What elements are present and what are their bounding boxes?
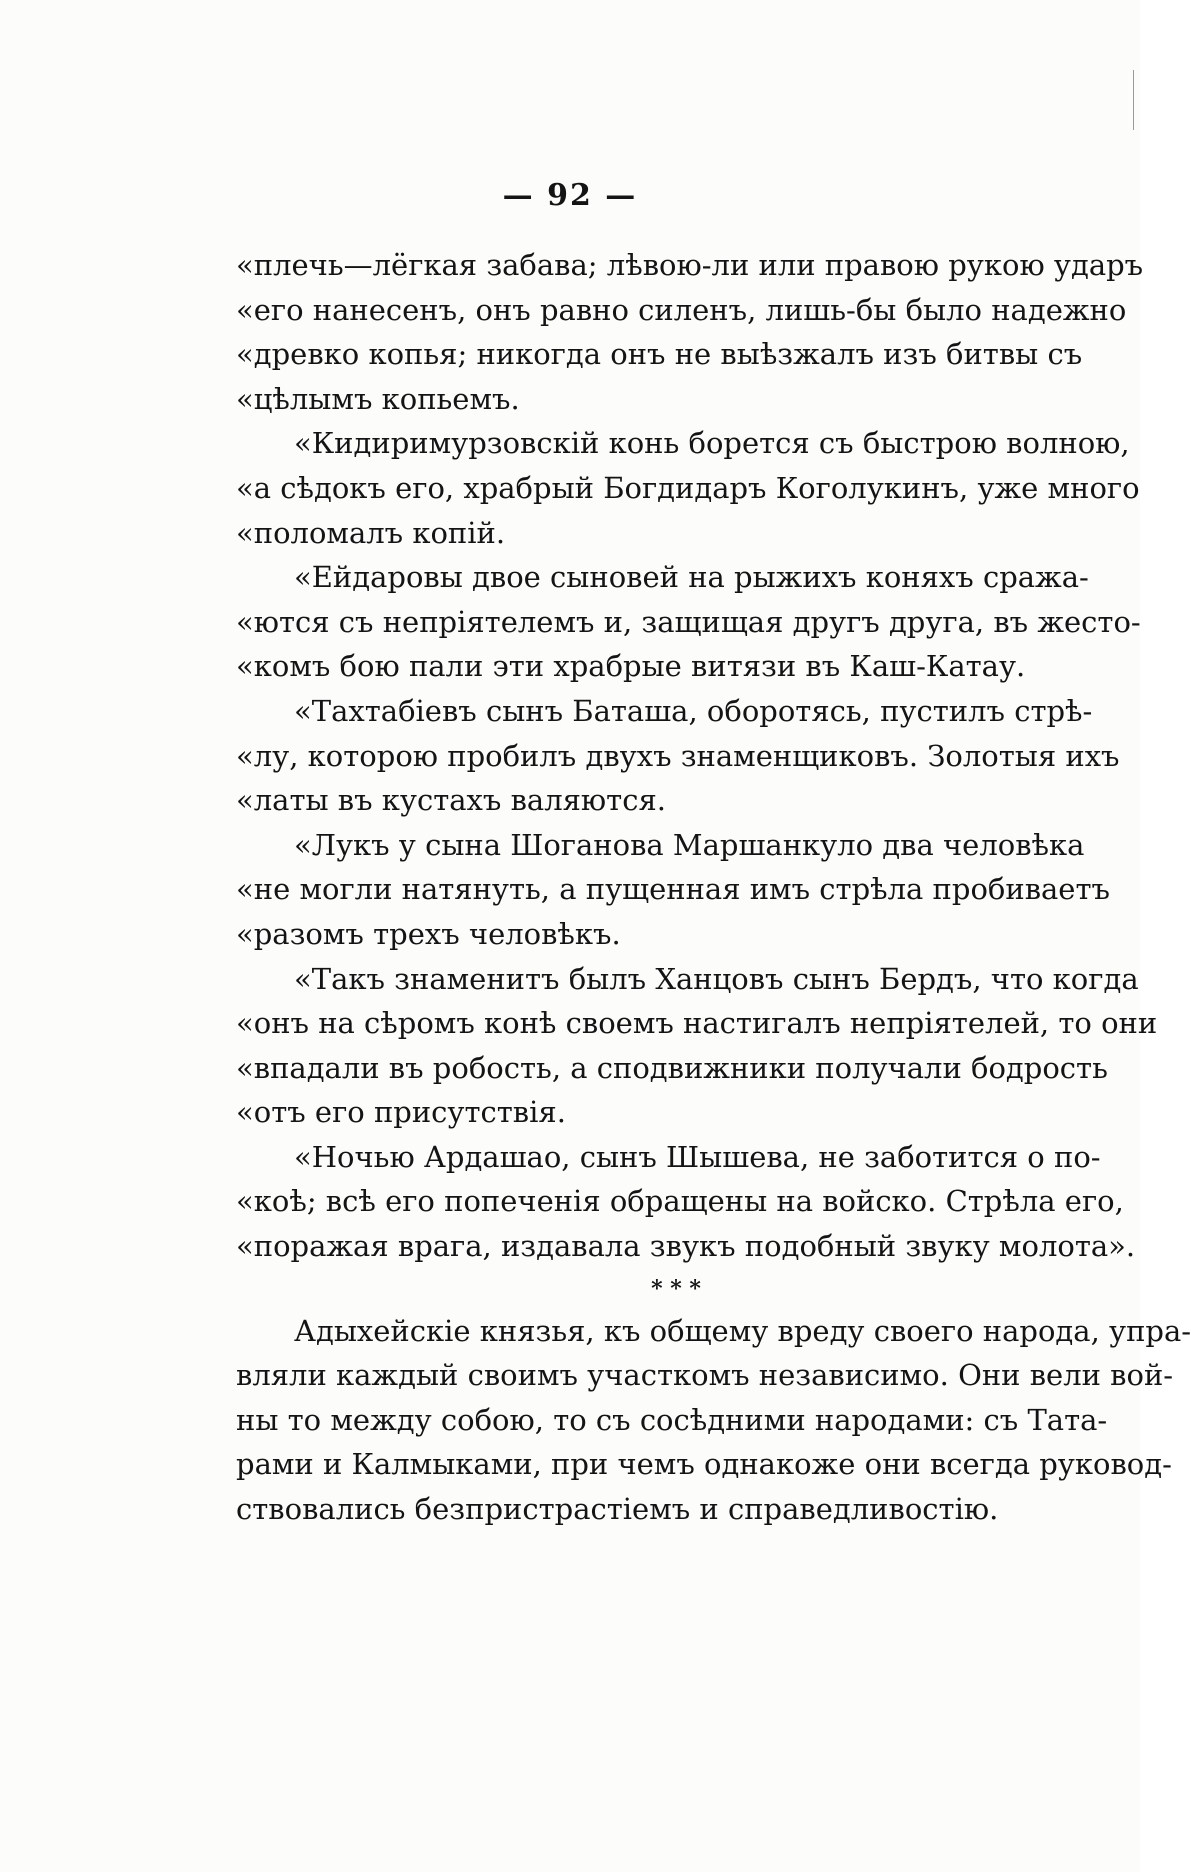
text-line: «Такъ знаменитъ былъ Ханцовъ сынъ Бердъ, что когда bbox=[294, 961, 1139, 996]
text-line: «цѣлымъ копьемъ. bbox=[236, 381, 520, 416]
text-line: «латы въ кустахъ валяются. bbox=[236, 783, 666, 818]
text-line: «его нанесенъ, онъ равно силенъ, лишь-бы было надежно bbox=[236, 292, 1127, 327]
page-edge-mark bbox=[1133, 70, 1134, 130]
text-line: «Тахтабіевъ сынъ Баташа, оборотясь, пустилъ стрѣ- bbox=[294, 693, 1093, 728]
text-line: «онъ на сѣромъ конѣ своемъ настигалъ непріятелей, то они bbox=[236, 1006, 1158, 1041]
section-separator: * * * bbox=[651, 1275, 701, 1302]
paragraph bbox=[236, 957, 1158, 1135]
text-line: «разомъ трехъ человѣкъ. bbox=[236, 916, 621, 951]
paragraph bbox=[236, 689, 1120, 823]
paragraph bbox=[236, 1135, 1136, 1269]
text-line: «коѣ; всѣ его попеченія обращены на войско. Стрѣла его, bbox=[236, 1184, 1124, 1219]
text-line: «Ейдаровы двое сыновей на рыжихъ коняхъ сража- bbox=[294, 560, 1089, 595]
text-line: «поражая врага, издавала звукъ подобный звуку молота». bbox=[236, 1229, 1136, 1264]
text-line: «плечь—лёгкая забава; лѣвою-ли или правою рукою ударъ bbox=[236, 248, 1144, 282]
text-line: «поломалъ копій. bbox=[236, 515, 506, 550]
text-line: «лу, которою пробилъ двухъ знаменщиковъ. Золотыя ихъ bbox=[236, 738, 1120, 773]
text-line: «древко копья; никогда онъ не выѣзжалъ изъ битвы съ bbox=[236, 337, 1083, 372]
text-line: вляли каждый своимъ участкомъ независимо. Они вели вой- bbox=[236, 1358, 1174, 1393]
paragraph bbox=[236, 243, 1144, 421]
text-line: ствовались безпристрастіемъ и справедливостію. bbox=[236, 1492, 999, 1527]
text-line: «Кидиримурзовскій конь борется съ быстрою волною, bbox=[294, 426, 1130, 461]
text-line: Адыхейскіе князья, къ общему вреду своего народа, упра- bbox=[294, 1313, 1191, 1348]
text-line: «впадали въ робость, а сподвижники получали бодрость bbox=[236, 1050, 1108, 1085]
page-number: — 92 — bbox=[502, 178, 638, 213]
text-line: «а сѣдокъ его, храбрый Богдидаръ Коголукинъ, уже много bbox=[236, 470, 1140, 505]
text-line: «комъ бою пали эти храбрые витязи въ Каш-Катау. bbox=[236, 649, 1026, 684]
text-line: «Ночью Ардашао, сынъ Шышева, не заботится о по- bbox=[294, 1139, 1101, 1174]
text-line: «ются съ непріятелемъ и, защищая другъ друга, въ жесто- bbox=[236, 604, 1141, 639]
text-line: «отъ его присутствія. bbox=[236, 1095, 566, 1130]
paragraph bbox=[236, 421, 1140, 555]
text-line: рами и Калмыками, при чемъ однакоже они всегда руковод- bbox=[236, 1447, 1172, 1482]
paragraph bbox=[236, 555, 1141, 689]
text-line: «не могли натянуть, а пущенная имъ стрѣла пробиваетъ bbox=[236, 872, 1110, 907]
paragraph bbox=[236, 823, 1110, 957]
paragraph bbox=[236, 1309, 1191, 1532]
text-line: «Лукъ у сына Шоганова Маршанкуло два человѣка bbox=[294, 827, 1085, 862]
page-text bbox=[236, 243, 1191, 1532]
text-line: ны то между собою, то съ сосѣдними народами: съ Тата- bbox=[236, 1402, 1108, 1437]
